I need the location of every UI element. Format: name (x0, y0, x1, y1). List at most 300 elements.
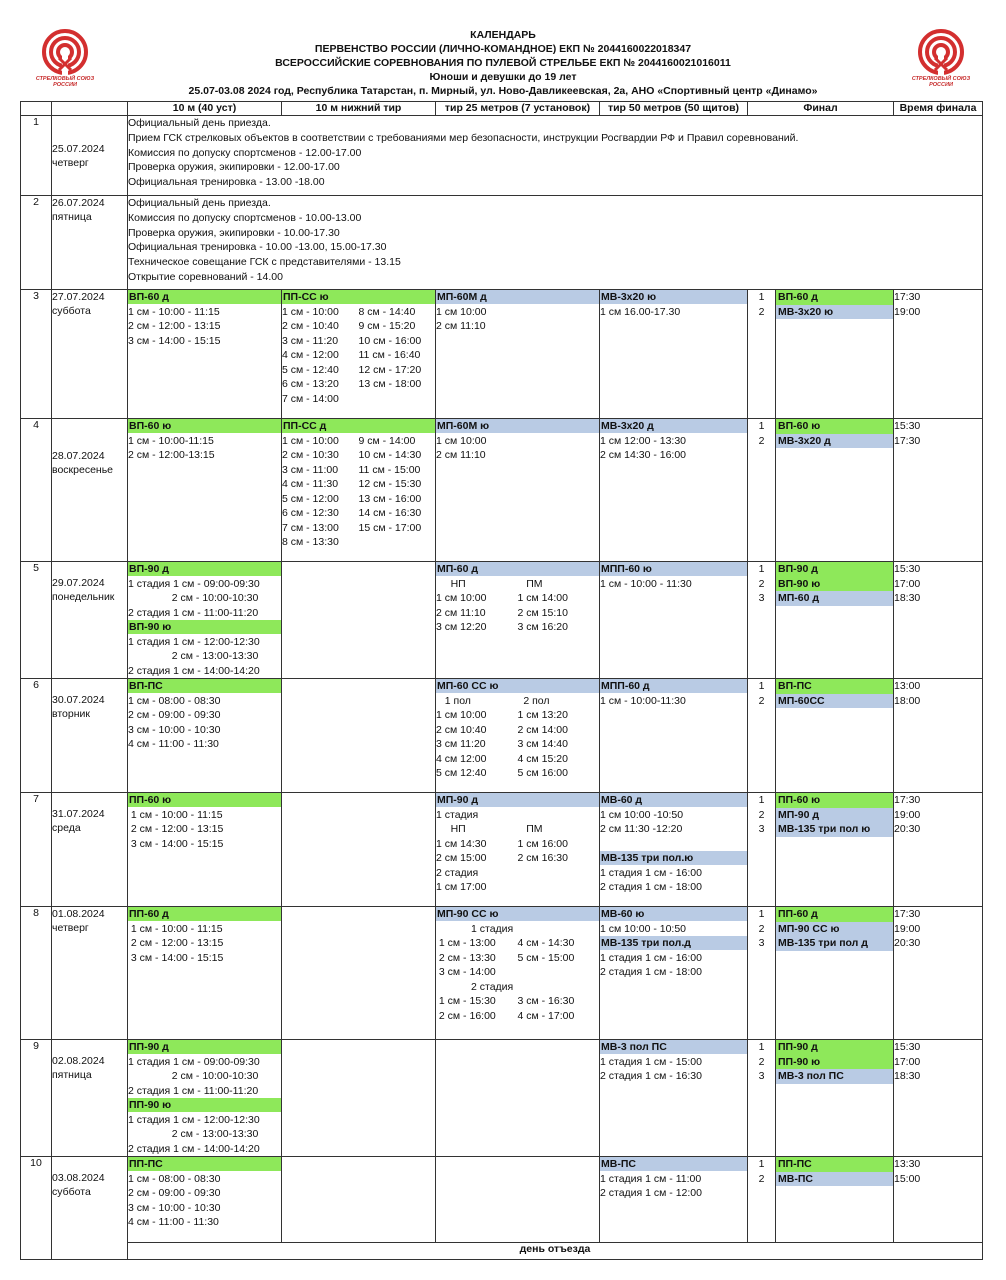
schedule-line: 2 см - 12:00 - 13:15 (128, 320, 221, 332)
schedule-line: 1 см 10:00 (436, 305, 487, 318)
schedule-line: 1 см - 13:00 (436, 937, 496, 949)
schedule-line: 2 см - 10:00-10:30 (128, 1070, 259, 1082)
schedule-line: 3 см 14:40 (517, 738, 568, 750)
schedule-line: 2 стадия 1 см - 14:00-14:20 (128, 1142, 260, 1155)
schedule-line: 9 см - 15:20 (358, 320, 416, 332)
final-number: 2 (758, 577, 765, 590)
event-tag: ПП-90 д (128, 1040, 281, 1054)
day-number: 4 (21, 419, 52, 562)
schedule-line: НП (436, 577, 466, 590)
schedule-line: 3 см 12:20 (436, 621, 487, 633)
final-time: 17:30 (894, 434, 921, 447)
schedule-line: 2 пол (517, 694, 550, 707)
schedule-line: 3 см - 10:00 - 10:30 (128, 1201, 221, 1214)
schedule-line: 2 см 15:10 (517, 606, 568, 619)
final-number: 3 (758, 823, 765, 835)
day-note (128, 116, 983, 196)
schedule-line: 2 см 16:30 (517, 852, 568, 864)
departure-label: день отъезда (128, 1243, 983, 1260)
day-number: 7 (21, 793, 52, 907)
schedule-line: 2 см 14:00 (517, 723, 568, 736)
note-line: Проверка оружия, экипировки - 10.00-17.30 (128, 226, 340, 239)
schedule-line: 7 см - 13:00 (282, 521, 339, 534)
schedule-line: 2 стадия 1 см - 16:30 (600, 1070, 702, 1082)
final-time: 15:00 (894, 1172, 921, 1185)
schedule-line: 1 см - 10:00 - 11:15 (128, 922, 223, 935)
schedule-line: 2 см - 10:30 (282, 449, 339, 461)
schedule-line: 4 см 12:00 (436, 752, 487, 765)
schedule-line: 1 см 13:20 (517, 709, 568, 721)
final-event-tag: ПП-90 д (776, 1040, 893, 1055)
schedule-columns (436, 936, 599, 980)
schedule-columns (436, 822, 599, 866)
event-tag: МВ-3 пол ПС (600, 1040, 747, 1054)
logo-right (900, 28, 982, 92)
event-tag: МВ-135 три пол.д (600, 936, 747, 950)
final-number: 1 (758, 1158, 765, 1170)
final-event-tag: ПП-60 д (776, 907, 893, 922)
range-50m-cell (600, 1040, 748, 1157)
final-times (894, 1040, 983, 1157)
schedule-col-left (436, 577, 518, 635)
schedule-line: 2 см - 10:00-10:30 (128, 592, 259, 604)
day-row (21, 196, 983, 290)
schedule-columns (282, 305, 435, 407)
schedule-line: 1 см - 10:00 - 11:30 (600, 577, 692, 590)
schedule-line (518, 965, 600, 980)
schedule-line: 1 стадия (436, 922, 514, 935)
range-10m-cell (128, 562, 282, 679)
event-tag: ВП-ПС (128, 679, 281, 693)
event-tag: ПП-90 ю (128, 1098, 281, 1112)
schedule-line: 1 пол (436, 694, 471, 707)
schedule-line: 2 стадия 1 см - 11:00-11:20 (128, 606, 259, 619)
final-time: 17:00 (894, 577, 921, 590)
schedule-line: 1 стадия 1 см - 11:00 (600, 1172, 702, 1185)
final-event-tag: МП-90 д (776, 808, 893, 823)
final-event-tag: МВ-135 три пол ю (776, 822, 893, 837)
day-number: 3 (21, 290, 52, 419)
final-numbers (748, 419, 776, 562)
column-header: Финал (748, 102, 894, 116)
day-number: 9 (21, 1040, 52, 1157)
final-number: 3 (758, 1070, 765, 1082)
schedule-line: 2 см - 13:00-13:30 (128, 1128, 259, 1140)
schedule-line: 6 см - 13:20 (282, 378, 339, 390)
day-date: 29.07.2024 понедельник (52, 562, 128, 679)
final-events (776, 907, 894, 1040)
event-tag: МВ-3х20 ю (600, 290, 747, 304)
schedule-line: 10 см - 16:00 (358, 334, 422, 347)
schedule-col-right (518, 936, 600, 980)
range-10m-lower-cell (282, 562, 436, 679)
event-tag: МВ-60 д (600, 793, 747, 807)
header-line: КАЛЕНДАРЬ (470, 29, 536, 41)
schedule-line: 1 см 10:00 -10:50 (600, 808, 684, 821)
range-25m-cell (436, 1157, 600, 1243)
event-tag: МВ-60 ю (600, 907, 747, 921)
event-tag: МПП-60 ю (600, 562, 747, 576)
schedule-line: 12 см - 15:30 (358, 478, 422, 490)
departure-row (21, 1243, 983, 1260)
final-event-tag: ВП-ПС (776, 679, 893, 694)
schedule-line: 3 см - 14:00 - 15:15 (128, 837, 224, 850)
schedule-line: 2 см - 10:40 (282, 320, 339, 332)
final-event-tag: ВП-60 ю (776, 419, 893, 434)
event-tag: МП-90 СС ю (436, 907, 599, 921)
schedule-line: 1 см - 10:00-11:30 (600, 694, 686, 707)
final-time: 20:30 (894, 823, 921, 835)
note-line: Проверка оружия, экипировки - 12.00-17.00 (128, 161, 340, 174)
range-10m-lower-cell (282, 793, 436, 907)
schedule-line: 2 стадия 1 см - 14:00-14:20 (128, 664, 260, 677)
schedule-col-left (436, 822, 518, 866)
final-numbers (748, 793, 776, 907)
schedule-line: 2 см - 16:00 (436, 1009, 496, 1022)
range-25m-cell (436, 793, 600, 907)
final-time: 18:30 (894, 1070, 921, 1082)
schedule-line: 1 стадия 1 см - 09:00-09:30 (128, 577, 260, 590)
schedule-line: 1 см - 10:00 - 11:15 (128, 808, 223, 821)
schedule-line: 2 см 14:30 - 16:00 (600, 449, 687, 461)
final-time: 19:00 (894, 808, 921, 821)
final-number: 2 (758, 694, 765, 707)
schedule-line: 1 см - 08:00 - 08:30 (128, 1172, 221, 1185)
final-number: 1 (758, 563, 765, 575)
schedule-line: 12 см - 17:20 (358, 363, 422, 376)
final-times (894, 679, 983, 793)
range-50m-cell (600, 562, 748, 679)
event-tag: ПП-60 ю (128, 793, 281, 807)
schedule-table (20, 101, 983, 1260)
day-number: 8 (21, 907, 52, 1040)
final-time: 13:30 (894, 1158, 921, 1170)
schedule-line: 2 стадия 1 см - 18:00 (600, 966, 702, 978)
range-10m-cell (128, 907, 282, 1040)
final-number: 2 (758, 922, 765, 935)
document-header (120, 28, 886, 98)
note-line: Прием ГСК стрелковых объектов в соответствии с требованиями мер безопасности, инструкции Росгвардии РФ и Правил соревнований. (128, 131, 799, 144)
schedule-col-left (436, 936, 518, 980)
range-50m-cell (600, 419, 748, 562)
final-event-tag: ПП-60 ю (776, 793, 893, 808)
schedule-line: 11 см - 16:40 (358, 349, 421, 361)
schedule-col-right (359, 305, 436, 407)
schedule-line: 7 см - 14:00 (282, 392, 339, 405)
note-line: Официальный день приезда. (128, 117, 271, 129)
day-number: 1 (21, 116, 52, 196)
final-events (776, 562, 894, 679)
header-line: ПЕРВЕНСТВО РОССИИ (ЛИЧНО-КОМАНДНОЕ) ЕКП № 2044160022018347 (314, 43, 692, 55)
final-number: 1 (758, 1041, 765, 1053)
schedule-line: 2 см - 13:00-13:30 (128, 650, 259, 662)
schedule-line: 1 стадия 1 см - 12:00-12:30 (128, 635, 260, 648)
schedule-line: 4 см - 11:00 - 11:30 (128, 738, 219, 750)
schedule-line: 1 стадия 1 см - 16:00 (600, 866, 702, 879)
schedule-line: 2 см - 13:30 (436, 951, 496, 964)
header-line: ВСЕРОССИЙСКИЕ СОРЕВНОВАНИЯ ПО ПУЛЕВОЙ СТРЕЛЬБЕ ЕКП № 2044160021016011 (275, 57, 731, 69)
note-line: Комиссия по допуску спортсменов - 10.00-13.00 (128, 211, 362, 224)
final-events (776, 793, 894, 907)
schedule-line: 1 см - 10:00 (282, 434, 339, 447)
final-number: 2 (758, 1055, 765, 1068)
schedule-line: 4 см - 11:30 (282, 478, 339, 490)
final-event-tag: МВ-3х20 ю (776, 305, 893, 320)
day-date: 28.07.2024 воскресенье (52, 419, 128, 562)
schedule-line: 3 см 16:20 (517, 621, 568, 633)
final-number: 1 (758, 680, 765, 692)
schedule-line: 1 см - 08:00 - 08:30 (128, 694, 221, 707)
final-event-tag: МВ-3х20 д (776, 434, 893, 449)
schedule-columns (436, 994, 599, 1023)
final-event-tag: МП-60 д (776, 591, 893, 606)
column-header-row (21, 102, 983, 116)
schedule-line: 2 стадия (436, 866, 479, 879)
final-times (894, 290, 983, 419)
schedule-line: 1 см 10:00 (436, 709, 487, 721)
final-number: 1 (758, 291, 765, 303)
range-25m-cell (436, 419, 600, 562)
final-times (894, 793, 983, 907)
schedule-line: 2 см 10:40 (436, 723, 487, 736)
schedule-line: 4 см - 17:00 (517, 1009, 575, 1022)
day-date: 25.07.2024 четверг (52, 116, 128, 196)
schedule-columns (436, 577, 599, 635)
final-event-tag: ПП-90 ю (776, 1055, 893, 1070)
final-times (894, 562, 983, 679)
header-line: Юноши и девушки до 19 лет (429, 71, 577, 83)
schedule-columns (282, 434, 435, 550)
target-logo-icon (41, 28, 89, 76)
schedule-line: ПМ (517, 577, 543, 590)
day-row (21, 290, 983, 419)
day-row (21, 116, 983, 196)
range-10m-cell (128, 793, 282, 907)
final-numbers (748, 1040, 776, 1157)
final-number: 2 (758, 1172, 765, 1185)
event-tag: ВП-60 д (128, 290, 281, 304)
event-tag: МВ-135 три пол.ю (600, 851, 747, 865)
schedule-col-right (518, 577, 600, 635)
schedule-col-left (282, 434, 359, 550)
final-times (894, 907, 983, 1040)
note-line: Комиссия по допуску спортсменов - 12.00-17.00 (128, 146, 362, 159)
schedule-line: 3 см 11:20 (436, 738, 486, 750)
event-tag: ПП-60 д (128, 907, 281, 921)
day-date: 02.08.2024 пятница (52, 1040, 128, 1157)
schedule-line: 2 см - 09:00 - 09:30 (128, 709, 221, 721)
day-note (128, 196, 983, 290)
final-events (776, 1040, 894, 1157)
schedule-line: 2 стадия 1 см - 12:00 (600, 1187, 702, 1199)
schedule-col-right (518, 994, 600, 1023)
schedule-line: 5 см - 12:40 (282, 363, 339, 376)
schedule-line: 5 см 12:40 (436, 767, 487, 779)
range-25m-cell (436, 907, 600, 1040)
header-line: 25.07-03.08 2024 год, Республика Татарстан, п. Мирный, ул. Ново-Давликеевская, 2а, АНО «Спортивный центр «Динамо» (188, 85, 818, 97)
range-10m-lower-cell (282, 1157, 436, 1243)
schedule-line: 11 см - 15:00 (358, 463, 421, 476)
schedule-col-right (359, 434, 436, 550)
final-events (776, 1157, 894, 1243)
final-event-tag: ВП-60 д (776, 290, 893, 305)
schedule-col-left (282, 305, 359, 407)
schedule-line: 1 см - 15:30 (436, 995, 496, 1007)
event-tag: МВ-3х20 д (600, 419, 747, 433)
column-header: 10 м (40 уст) (128, 102, 282, 116)
final-number: 1 (758, 908, 765, 920)
event-tag: МП-60 СС ю (436, 679, 599, 693)
day-row (21, 907, 983, 1040)
schedule-line: 5 см 16:00 (517, 767, 568, 779)
schedule-line: 1 стадия 1 см - 12:00-12:30 (128, 1113, 260, 1126)
event-tag: ПП-СС ю (282, 290, 435, 304)
final-number: 3 (758, 592, 765, 604)
schedule-line: 9 см - 14:00 (358, 434, 416, 447)
final-event-tag: ВП-90 ю (776, 577, 893, 592)
final-event-tag: МВ-135 три пол д (776, 936, 893, 951)
final-events (776, 419, 894, 562)
range-10m-cell (128, 1157, 282, 1243)
schedule-col-left (436, 994, 518, 1023)
schedule-line: 1 стадия (436, 808, 479, 821)
schedule-line: 2 см 11:10 (436, 449, 486, 461)
range-10m-lower-cell (282, 1040, 436, 1157)
schedule-line: 15 см - 17:00 (358, 521, 422, 534)
range-10m-lower-cell (282, 290, 436, 419)
schedule-col-right (518, 822, 600, 866)
schedule-line: 1 см 16:00 (517, 837, 568, 850)
schedule-line: 1 см 14:30 (436, 837, 487, 850)
schedule-line: 2 стадия 1 см - 11:00-11:20 (128, 1084, 259, 1097)
schedule-col-left (436, 694, 518, 781)
day-date: 03.08.2024 суббота (52, 1157, 128, 1260)
range-50m-cell (600, 793, 748, 907)
range-10m-cell (128, 679, 282, 793)
day-number: 10 (21, 1157, 52, 1260)
schedule-line: 8 см - 13:30 (282, 536, 339, 548)
schedule-line: 1 стадия 1 см - 09:00-09:30 (128, 1055, 260, 1068)
range-10m-lower-cell (282, 907, 436, 1040)
range-25m-cell (436, 290, 600, 419)
schedule-line: 10 см - 14:30 (358, 449, 422, 461)
schedule-line: 4 см - 14:30 (517, 937, 575, 949)
range-10m-cell (128, 419, 282, 562)
schedule-line: 3 см - 11:20 (282, 334, 339, 347)
final-number: 3 (758, 937, 765, 949)
schedule-line: 4 см - 11:00 - 11:30 (128, 1216, 219, 1228)
logo-caption: СТРЕЛКОВЫЙ СОЮЗ РОССИИ (35, 76, 95, 88)
final-event-tag: МП-90 СС ю (776, 922, 893, 937)
target-logo-icon (917, 28, 965, 76)
event-tag: ПП-ПС (128, 1157, 281, 1171)
event-tag: ВП-90 д (128, 562, 281, 576)
day-date: 30.07.2024 вторник (52, 679, 128, 793)
final-time: 15:30 (894, 1041, 921, 1053)
schedule-line: 1 см - 10:00 - 11:15 (128, 305, 220, 318)
final-time: 18:30 (894, 592, 921, 604)
final-event-tag: МВ-3 пол ПС (776, 1069, 893, 1084)
range-50m-cell (600, 907, 748, 1040)
column-header: Время финала (894, 102, 983, 116)
range-25m-cell (436, 679, 600, 793)
event-tag: МП-90 д (436, 793, 599, 807)
range-25m-cell (436, 562, 600, 679)
note-line: Официальная тренировка - 10.00 -13.00, 15.00-17.30 (128, 241, 387, 254)
final-numbers (748, 679, 776, 793)
final-number: 2 (758, 434, 765, 447)
range-25m-cell (436, 1040, 600, 1157)
schedule-line: 2 см 11:30 -12:20 (600, 823, 683, 835)
schedule-line: 3 см - 16:30 (517, 995, 575, 1007)
day-row (21, 1157, 983, 1243)
schedule-line: 3 см - 14:00 (436, 966, 496, 978)
column-header: тир 25 метров (7 установок) (436, 102, 600, 116)
day-date: 27.07.2024 суббота (52, 290, 128, 419)
schedule-line: 1 см 14:00 (517, 592, 568, 604)
schedule-line: НП (436, 823, 466, 835)
schedule-line: 1 стадия 1 см - 16:00 (600, 951, 702, 964)
day-row (21, 679, 983, 793)
day-date: 26.07.2024 пятница (52, 196, 128, 290)
final-event-tag: МВ-ПС (776, 1172, 893, 1187)
schedule-line: 5 см - 12:00 (282, 492, 339, 505)
final-numbers (748, 907, 776, 1040)
schedule-line: 2 см - 09:00 - 09:30 (128, 1187, 221, 1199)
day-row (21, 419, 983, 562)
schedule-line: 2 см - 12:00-13:15 (128, 449, 215, 461)
event-tag: МП-60М д (436, 290, 599, 304)
day-row (21, 1040, 983, 1157)
event-tag: МВ-ПС (600, 1157, 747, 1171)
schedule-line: 1 см - 10:00 (282, 305, 339, 318)
range-10m-lower-cell (282, 419, 436, 562)
range-50m-cell (600, 290, 748, 419)
final-time: 13:00 (894, 680, 921, 692)
day-number: 5 (21, 562, 52, 679)
range-50m-cell (600, 1157, 748, 1243)
column-header: тир 50 метров (50 щитов) (600, 102, 748, 116)
range-10m-cell (128, 1040, 282, 1157)
final-time: 17:30 (894, 291, 921, 303)
day-number: 6 (21, 679, 52, 793)
event-tag: МПП-60 д (600, 679, 747, 693)
note-line: Официальная тренировка - 13.00 -18.00 (128, 176, 325, 189)
day-row (21, 562, 983, 679)
schedule-line: 1 см 17:00 (436, 881, 487, 893)
schedule-line: 8 см - 14:40 (358, 305, 416, 318)
note-line: Открытие соревнований - 14.00 (128, 270, 283, 283)
note-line: Техническое совещание ГСК с представителями - 13.15 (128, 256, 401, 269)
schedule-line: 13 см - 18:00 (358, 378, 422, 390)
final-number: 1 (758, 794, 765, 806)
day-number: 2 (21, 196, 52, 290)
event-tag: ВП-90 ю (128, 620, 281, 634)
final-times (894, 1157, 983, 1243)
final-time: 17:00 (894, 1055, 921, 1068)
event-tag: МП-60М ю (436, 419, 599, 433)
range-10m-lower-cell (282, 679, 436, 793)
schedule-line: 4 см - 12:00 (282, 349, 339, 361)
schedule-line: 5 см - 15:00 (517, 951, 575, 964)
range-10m-cell (128, 290, 282, 419)
schedule-line: 1 см 10:00 - 10:50 (600, 922, 687, 935)
event-tag: ПП-СС д (282, 419, 435, 433)
schedule-line: 2 см 15:00 (436, 852, 487, 864)
final-time: 17:30 (894, 794, 921, 806)
final-number: 1 (758, 420, 765, 432)
event-tag: МП-60 д (436, 562, 599, 576)
